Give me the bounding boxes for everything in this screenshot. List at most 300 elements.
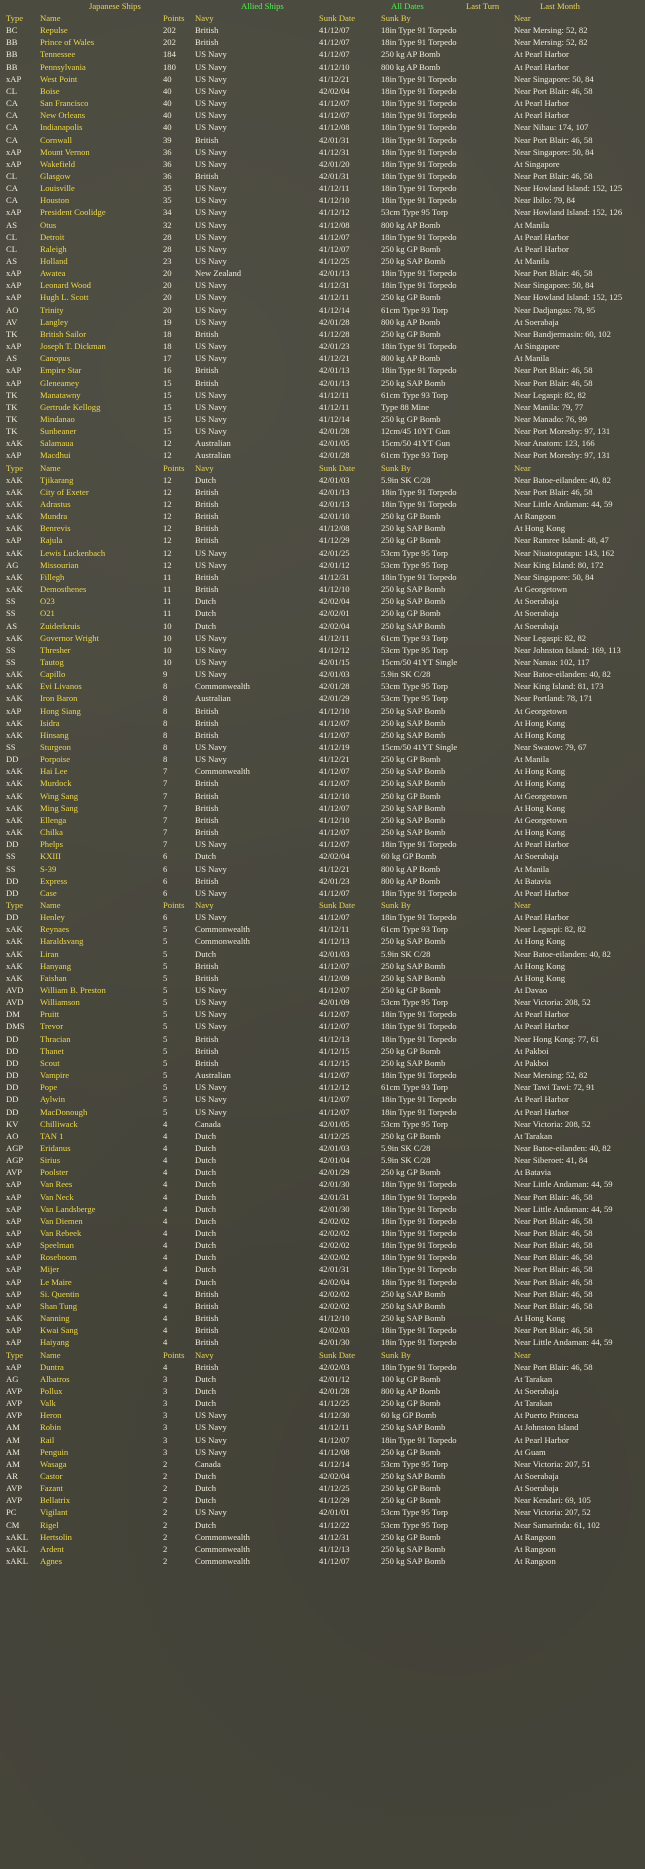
navy: British [195, 1325, 219, 1336]
sunk-by: 61cm Type 93 Torp [381, 304, 448, 315]
header-type[interactable]: Type [6, 13, 24, 23]
ship-name: Hertsolin [40, 1531, 72, 1542]
ship-type: xAK [6, 547, 23, 558]
ship-type: AGP [6, 1155, 24, 1166]
navy: US Navy [195, 547, 227, 558]
table-row[interactable] [0, 1118, 645, 1130]
table-row[interactable] [0, 717, 645, 729]
ship-type: xAK [6, 766, 23, 777]
table-row[interactable] [0, 486, 645, 498]
table-row[interactable] [0, 1421, 645, 1433]
ship-type: xAP [6, 207, 22, 218]
table-row[interactable] [0, 1263, 645, 1275]
ship-type: xAK [6, 790, 23, 801]
location: At Singapore [514, 158, 560, 169]
ship-type: xAP [6, 158, 22, 169]
points: 4 [163, 1276, 168, 1287]
points: 11 [163, 584, 172, 595]
ship-name: O23 [40, 596, 55, 607]
navy: British [195, 1288, 219, 1299]
ship-name: Ming Sang [40, 802, 78, 813]
sunk-by: 18in Type 91 Torpedo [381, 1228, 457, 1238]
table-row[interactable] [0, 972, 645, 984]
table-row[interactable] [0, 243, 645, 255]
table-row[interactable] [0, 814, 645, 826]
navy: Dutch [195, 1373, 217, 1384]
ship-name: Mindanao [40, 413, 75, 424]
ship-name: Benrevis [40, 523, 71, 534]
table-row[interactable] [0, 960, 645, 972]
header-type[interactable]: Type [6, 462, 24, 473]
sunk-by: 250 kg GP Bomb [381, 292, 441, 303]
header-near[interactable]: Near [514, 462, 531, 473]
points: 6 [163, 887, 168, 898]
ship-name: Demosthenes [40, 584, 87, 595]
table-row[interactable] [0, 413, 645, 425]
sunk-by: 60 kg GP Bomb [381, 1410, 437, 1421]
navy: US Navy [195, 146, 227, 157]
table-row[interactable] [0, 595, 645, 607]
table-row[interactable] [0, 255, 645, 267]
table-row[interactable] [0, 1239, 645, 1251]
sunk-date: 42/01/31 [319, 1264, 350, 1275]
header-sunk-date[interactable]: Sunk Date [319, 1349, 356, 1360]
header-name[interactable]: Name [40, 899, 61, 910]
ship-type: AVP [6, 1398, 23, 1409]
location: Near Manado: 76, 99 [514, 413, 588, 424]
sunk-date: 41/12/29 [319, 535, 350, 546]
table-row[interactable] [0, 437, 645, 449]
header-sunk-by[interactable]: Sunk By [381, 1349, 411, 1360]
location: At Soerabaja [514, 608, 559, 619]
table-row[interactable] [0, 826, 645, 838]
navy: British [195, 1313, 219, 1324]
navy: British [195, 535, 219, 546]
table-row[interactable] [0, 389, 645, 401]
table-row[interactable] [0, 692, 645, 704]
points: 184 [163, 49, 176, 60]
table-row[interactable] [0, 935, 645, 947]
ship-name: Kwai Sang [40, 1325, 78, 1336]
points: 5 [163, 1045, 168, 1056]
table-row[interactable] [0, 231, 645, 243]
navy: British [195, 827, 219, 838]
header-sunk-date[interactable]: Sunk Date [319, 899, 356, 910]
table-row[interactable] [0, 656, 645, 668]
ship-type: xAK [6, 584, 23, 595]
points: 40 [163, 122, 172, 133]
navy: British [195, 705, 219, 716]
header-sunk-by[interactable]: Sunk By [381, 13, 411, 23]
ship-type: CM [6, 1519, 20, 1530]
sunk-date: 41/12/22 [319, 1519, 350, 1530]
points: 5 [163, 1021, 168, 1032]
table-row[interactable] [0, 1033, 645, 1045]
table-row[interactable] [0, 206, 645, 218]
table-row[interactable] [0, 267, 645, 279]
table-row[interactable] [0, 279, 645, 291]
table-row[interactable] [0, 583, 645, 595]
location: At Soerabaja [514, 1385, 559, 1396]
sunk-by: 18in Type 91 Torpedo [381, 341, 457, 352]
sunk-by: 5.9in SK C/28 [381, 474, 431, 485]
header-name[interactable]: Name [40, 462, 61, 473]
table-row[interactable] [0, 522, 645, 534]
table-row[interactable] [0, 1324, 645, 1336]
location: At Soerabaja [514, 851, 559, 862]
sunk-date: 42/01/01 [319, 1507, 350, 1518]
table-row[interactable] [0, 158, 645, 170]
table-row[interactable] [0, 1543, 645, 1555]
sunk-date: 41/12/07 [319, 110, 350, 121]
table-row[interactable] [0, 1251, 645, 1263]
sunk-date: 41/12/07 [319, 887, 350, 898]
table-row[interactable] [0, 1276, 645, 1288]
table-row[interactable] [0, 850, 645, 862]
points: 7 [163, 827, 168, 838]
header-near[interactable]: Near [514, 1349, 531, 1360]
table-row[interactable] [0, 364, 645, 376]
table-row[interactable] [0, 1409, 645, 1421]
table-row[interactable] [0, 401, 645, 413]
points: 15 [163, 389, 172, 400]
table-row[interactable] [0, 984, 645, 996]
table-row[interactable] [0, 777, 645, 789]
points: 2 [163, 1531, 168, 1542]
points: 36 [163, 158, 172, 169]
table-row[interactable] [0, 534, 645, 546]
navy: Australian [195, 438, 231, 449]
ship-type: xAP [6, 1203, 22, 1214]
table-row[interactable] [0, 1106, 645, 1118]
table-row[interactable] [0, 729, 645, 741]
location: At Johnston Island [514, 1422, 579, 1433]
ship-name: Wing Sang [40, 790, 79, 801]
table-row[interactable] [0, 911, 645, 923]
ship-name: Tjikarang [40, 474, 74, 485]
navy: Dutch [195, 1252, 217, 1263]
navy: US Navy [195, 754, 227, 765]
table-row[interactable] [0, 802, 645, 814]
table-row[interactable] [0, 996, 645, 1008]
table-row[interactable] [0, 1482, 645, 1494]
table-row[interactable] [0, 948, 645, 960]
table-row[interactable] [0, 1361, 645, 1373]
table-row[interactable] [0, 1470, 645, 1482]
table-row[interactable] [0, 1446, 645, 1458]
sunk-by: 18in Type 91 Torpedo [381, 134, 457, 145]
table-row[interactable] [0, 304, 645, 316]
table-row[interactable] [0, 1154, 645, 1166]
header-sunk-date[interactable]: Sunk Date [319, 462, 356, 473]
sunk-date: 42/01/23 [319, 341, 350, 352]
table-row[interactable] [0, 559, 645, 571]
ship-type: AS [6, 620, 17, 631]
ship-type: AVP [6, 1495, 23, 1506]
ship-name: San Francisco [40, 98, 89, 109]
header-sunk-by[interactable]: Sunk By [381, 462, 411, 473]
table-row[interactable] [0, 1166, 645, 1178]
table-row[interactable] [0, 790, 645, 802]
sunk-date: 42/01/29 [319, 1167, 350, 1178]
table-row[interactable] [0, 316, 645, 328]
sunk-by: 18in Type 91 Torpedo [381, 1361, 457, 1372]
ship-type: xAK [6, 814, 23, 825]
table-row[interactable] [0, 449, 645, 461]
table-row[interactable] [0, 97, 645, 109]
points: 3 [163, 1434, 168, 1445]
header-navy[interactable]: Navy [195, 899, 214, 910]
navy: British [195, 972, 219, 983]
table-row[interactable] [0, 668, 645, 680]
header-near[interactable]: Near [514, 899, 531, 910]
ship-type: xAK [6, 693, 23, 704]
table-row[interactable] [0, 146, 645, 158]
sunk-date: 41/12/28 [319, 328, 350, 339]
table-row[interactable] [0, 1494, 645, 1506]
sunk-by: 250 kg SAP Bomb [381, 766, 446, 777]
header-points[interactable]: Points [163, 13, 185, 23]
sunk-date: 41/12/12 [319, 644, 350, 655]
table-row[interactable] [0, 73, 645, 85]
table-row[interactable] [0, 474, 645, 486]
location: Near Niuatoputapu: 143, 162 [514, 547, 615, 558]
table-row[interactable] [0, 24, 645, 36]
location: At Pearl Harbor [514, 98, 569, 109]
sunk-date: 41/12/07 [319, 839, 350, 850]
table-row[interactable] [0, 121, 645, 133]
tab-all-dates[interactable]: All Dates [391, 1, 424, 11]
table-row[interactable] [0, 887, 645, 899]
table-row[interactable] [0, 1178, 645, 1190]
table-row[interactable] [0, 182, 645, 194]
tab-last-month[interactable]: Last Month [540, 1, 580, 11]
navy: Dutch [195, 1385, 217, 1396]
table-row[interactable] [0, 1397, 645, 1409]
table-row[interactable] [0, 352, 645, 364]
sunk-by: 53cm Type 95 Torp [381, 644, 448, 655]
location: Near Victoria: 207, 52 [514, 1507, 591, 1518]
table-row[interactable] [0, 1215, 645, 1227]
table-row[interactable] [0, 1519, 645, 1531]
table-row[interactable] [0, 1300, 645, 1312]
ship-type: xAK [6, 499, 23, 509]
table-row[interactable] [0, 632, 645, 644]
ship-type: xAK [6, 948, 23, 959]
table-row[interactable] [0, 644, 645, 656]
tab-allied-ships[interactable]: Allied Ships [241, 1, 284, 11]
table-row[interactable] [0, 170, 645, 182]
ship-name: Otus [40, 219, 57, 230]
table-row[interactable] [0, 1385, 645, 1397]
location: Near Port Blair: 46, 58 [514, 1300, 593, 1311]
ship-name: Hinsang [40, 729, 69, 740]
table-row[interactable] [0, 219, 645, 231]
table-row[interactable] [0, 1434, 645, 1446]
header-type[interactable]: Type [6, 899, 24, 910]
header-points[interactable]: Points [163, 462, 185, 473]
table-row[interactable] [0, 741, 645, 753]
location: At Pearl Harbor [514, 1106, 569, 1117]
header-sunk-date[interactable]: Sunk Date [319, 13, 356, 23]
header-navy[interactable]: Navy [195, 1349, 214, 1360]
table-row[interactable] [0, 607, 645, 619]
points: 12 [163, 511, 172, 522]
points: 202 [163, 37, 176, 48]
ship-type: BB [6, 37, 18, 48]
table-row[interactable] [0, 85, 645, 97]
ship-name: Langley [40, 316, 69, 327]
header-type[interactable]: Type [6, 1349, 24, 1360]
points: 11 [163, 608, 172, 619]
table-row[interactable] [0, 340, 645, 352]
table-row[interactable] [0, 753, 645, 765]
sunk-date: 42/01/31 [319, 170, 350, 181]
table-row[interactable] [0, 875, 645, 887]
ship-type: AR [6, 1471, 18, 1481]
points: 2 [163, 1519, 168, 1530]
table-row[interactable] [0, 1506, 645, 1518]
sunk-date: 41/12/07 [319, 1434, 350, 1445]
table-row[interactable] [0, 1045, 645, 1057]
table-row[interactable] [0, 1458, 645, 1470]
table-row[interactable] [0, 328, 645, 340]
header-name[interactable]: Name [40, 13, 61, 23]
table-row[interactable] [0, 498, 645, 510]
table-row[interactable] [0, 291, 645, 303]
sunk-by: 18in Type 91 Torpedo [381, 146, 457, 157]
table-row[interactable] [0, 923, 645, 935]
table-row[interactable] [0, 547, 645, 559]
location: At Guam [514, 1446, 546, 1457]
points: 5 [163, 1057, 168, 1068]
table-row[interactable] [0, 1336, 645, 1348]
location: At Rangoon [514, 511, 556, 522]
ship-type: DM [6, 1009, 20, 1020]
table-row[interactable] [0, 1288, 645, 1300]
points: 2 [163, 1458, 168, 1469]
table-row[interactable] [0, 1203, 645, 1215]
location: Near Johnston Island: 169, 113 [514, 644, 621, 655]
table-row[interactable] [0, 194, 645, 206]
header-sunk-by[interactable]: Sunk By [381, 899, 411, 910]
table-row[interactable] [0, 1531, 645, 1543]
table-row[interactable] [0, 620, 645, 632]
table-row[interactable] [0, 571, 645, 583]
sunk-by: 61cm Type 93 Torp [381, 924, 448, 935]
points: 4 [163, 1179, 168, 1190]
ship-type: xAP [6, 1252, 22, 1263]
ship-name: Holland [40, 256, 68, 266]
ship-name: Repulse [40, 25, 68, 36]
table-row[interactable] [0, 1020, 645, 1032]
sunk-date: 41/12/21 [319, 73, 350, 84]
navy: Dutch [195, 608, 217, 619]
table-row[interactable] [0, 1008, 645, 1020]
header-points[interactable]: Points [163, 1349, 185, 1360]
header-near[interactable]: Near [514, 13, 531, 23]
sunk-date: 42/01/31 [319, 134, 350, 145]
ship-name: Rigel [40, 1519, 59, 1530]
table-row[interactable] [0, 1130, 645, 1142]
table-row[interactable] [0, 863, 645, 875]
sunk-date: 41/12/25 [319, 1483, 350, 1494]
table-row[interactable] [0, 510, 645, 522]
points: 8 [163, 705, 168, 716]
location: At Hong Kong [514, 972, 566, 983]
sunk-by: 15cm/50 41YT Gun [381, 438, 451, 449]
ship-type: AV [6, 316, 18, 327]
sunk-date: 41/12/07 [319, 1009, 350, 1020]
sunk-by: 250 kg SAP Bomb [381, 717, 446, 728]
table-row[interactable] [0, 134, 645, 146]
sunk-by: 250 kg GP Bomb [381, 1398, 441, 1409]
ship-name: Hugh L. Scott [40, 292, 89, 303]
header-navy[interactable]: Navy [195, 13, 214, 23]
sunk-date: 42/01/03 [319, 948, 350, 959]
table-row[interactable] [0, 425, 645, 437]
table-row[interactable] [0, 1555, 645, 1567]
location: Near Howland Island: 152, 125 [514, 292, 623, 303]
table-row[interactable] [0, 377, 645, 389]
header-navy[interactable]: Navy [195, 462, 214, 473]
location: Near Samarinda: 61, 102 [514, 1519, 600, 1530]
location: At Pearl Harbor [514, 49, 569, 60]
table-row[interactable] [0, 765, 645, 777]
ship-name: Duntra [40, 1361, 64, 1372]
tab-japanese-ships[interactable]: Japanese Ships [89, 1, 141, 11]
table-row[interactable] [0, 838, 645, 850]
navy: British [195, 523, 219, 534]
ship-name: Thanet [40, 1045, 64, 1056]
table-row[interactable] [0, 1057, 645, 1069]
header-name[interactable]: Name [40, 1349, 61, 1360]
ship-name: Manatawny [40, 389, 81, 400]
table-row[interactable] [0, 1312, 645, 1324]
sunk-by: 5.9in SK C/28 [381, 1155, 431, 1166]
sunk-date: 41/12/10 [319, 61, 350, 72]
table-row[interactable] [0, 1373, 645, 1385]
table-row[interactable] [0, 705, 645, 717]
navy: Commonwealth [195, 681, 250, 692]
sunk-by: 18in Type 91 Torpedo [381, 183, 457, 194]
table-row[interactable] [0, 1142, 645, 1154]
sunk-by: 250 kg GP Bomb [381, 1045, 441, 1056]
sunk-by: 18in Type 91 Torpedo [381, 98, 457, 109]
table-row[interactable] [0, 48, 645, 60]
table-row[interactable] [0, 1191, 645, 1203]
ship-name: S-39 [40, 863, 57, 874]
ship-name: Houston [40, 195, 70, 206]
navy: US Navy [195, 1507, 227, 1518]
ship-name: Chilka [40, 827, 63, 838]
table-row[interactable] [0, 109, 645, 121]
sunk-by: 12cm/45 10YT Gun [381, 426, 451, 437]
points: 2 [163, 1507, 168, 1518]
table-row[interactable] [0, 61, 645, 73]
table-row[interactable] [0, 680, 645, 692]
table-row[interactable] [0, 1093, 645, 1105]
column-header-row [0, 899, 645, 911]
table-row[interactable] [0, 1081, 645, 1093]
location: At Pakboi [514, 1045, 549, 1056]
points: 7 [163, 814, 168, 825]
table-row[interactable] [0, 1227, 645, 1239]
tab-last-turn[interactable]: Last Turn [466, 1, 500, 11]
header-points[interactable]: Points [163, 899, 185, 910]
table-row[interactable] [0, 1069, 645, 1081]
table-row[interactable] [0, 36, 645, 48]
